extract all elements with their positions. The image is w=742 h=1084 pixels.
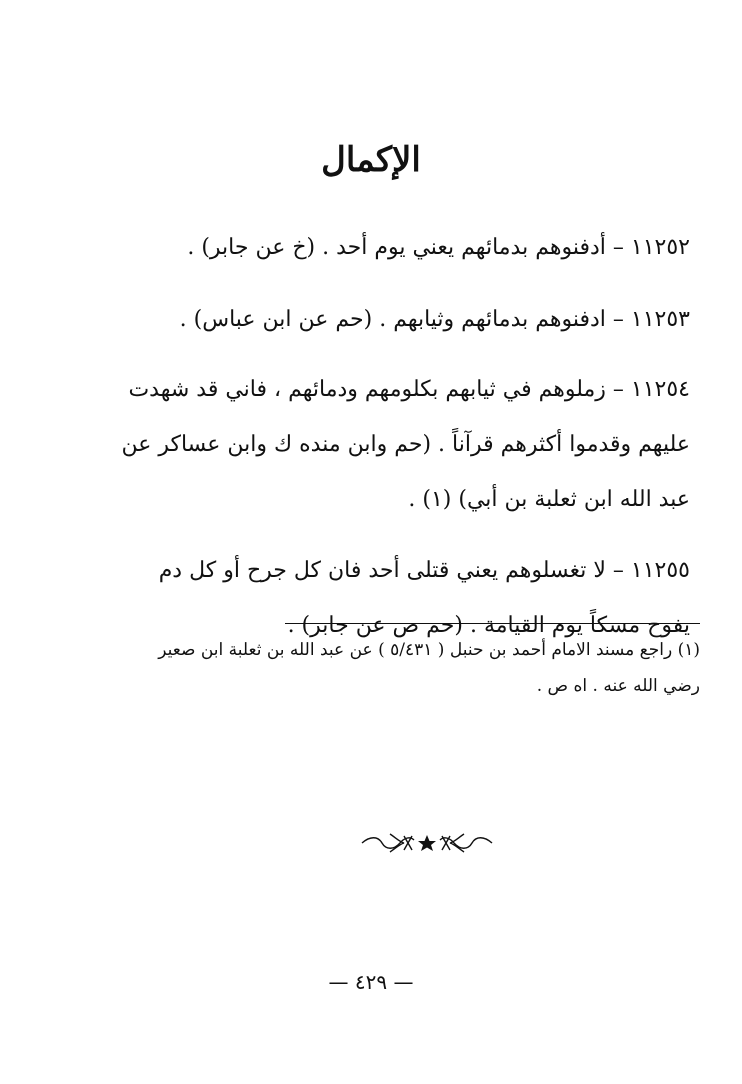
entry-separator: –	[605, 377, 624, 402]
hadith-entry	[120, 362, 690, 527]
hadith-entries	[120, 218, 690, 653]
hadith-number: ١١٢٥٤	[630, 377, 690, 402]
hadith-entry	[120, 290, 690, 350]
hadith-text: لا تغسلوهم يعني قتلى أحد فان كل جرح أو كل دم يفوح مسكاً يوم القيامة . (حم ص عن جابر) .	[158, 558, 690, 638]
ornament-divider-icon	[360, 828, 494, 858]
hadith-text: ادفنوهم بدمائهم وثيابهم . (حم عن ابن عباس) .	[179, 307, 606, 332]
hadith-entry	[120, 218, 690, 278]
entry-separator: –	[605, 235, 624, 260]
entry-separator: –	[605, 558, 624, 583]
entry-separator: –	[605, 307, 624, 332]
footnote: (١) راجع مسند الامام أحمد بن حنبل ( ٥/٤٣١ ) عن عبد الله بن ثعلبة ابن صعير رضي الله عنه . اه ص .	[158, 640, 700, 696]
hadith-number: ١١٢٥٣	[630, 307, 690, 332]
hadith-number: ١١٢٥٢	[630, 235, 690, 260]
hadith-text: زملوهم في ثيابهم بكلومهم ودمائهم ، فاني قد شهدت عليهم وقدموا أكثرهم قرآناً . (حم وابن منده ك وابن عساكر عن عبد الله ابن ثعلبة بن أبي) (١) .	[121, 377, 690, 512]
section-heading: الإكمال	[321, 140, 421, 180]
hadith-number: ١١٢٥٥	[630, 558, 690, 583]
footnote-divider	[285, 623, 700, 624]
hadith-text: أدفنوهم بدمائهم يعني يوم أحد . (خ عن جابر) .	[187, 235, 606, 260]
page-number: — ٤٢٩ —	[328, 970, 414, 994]
